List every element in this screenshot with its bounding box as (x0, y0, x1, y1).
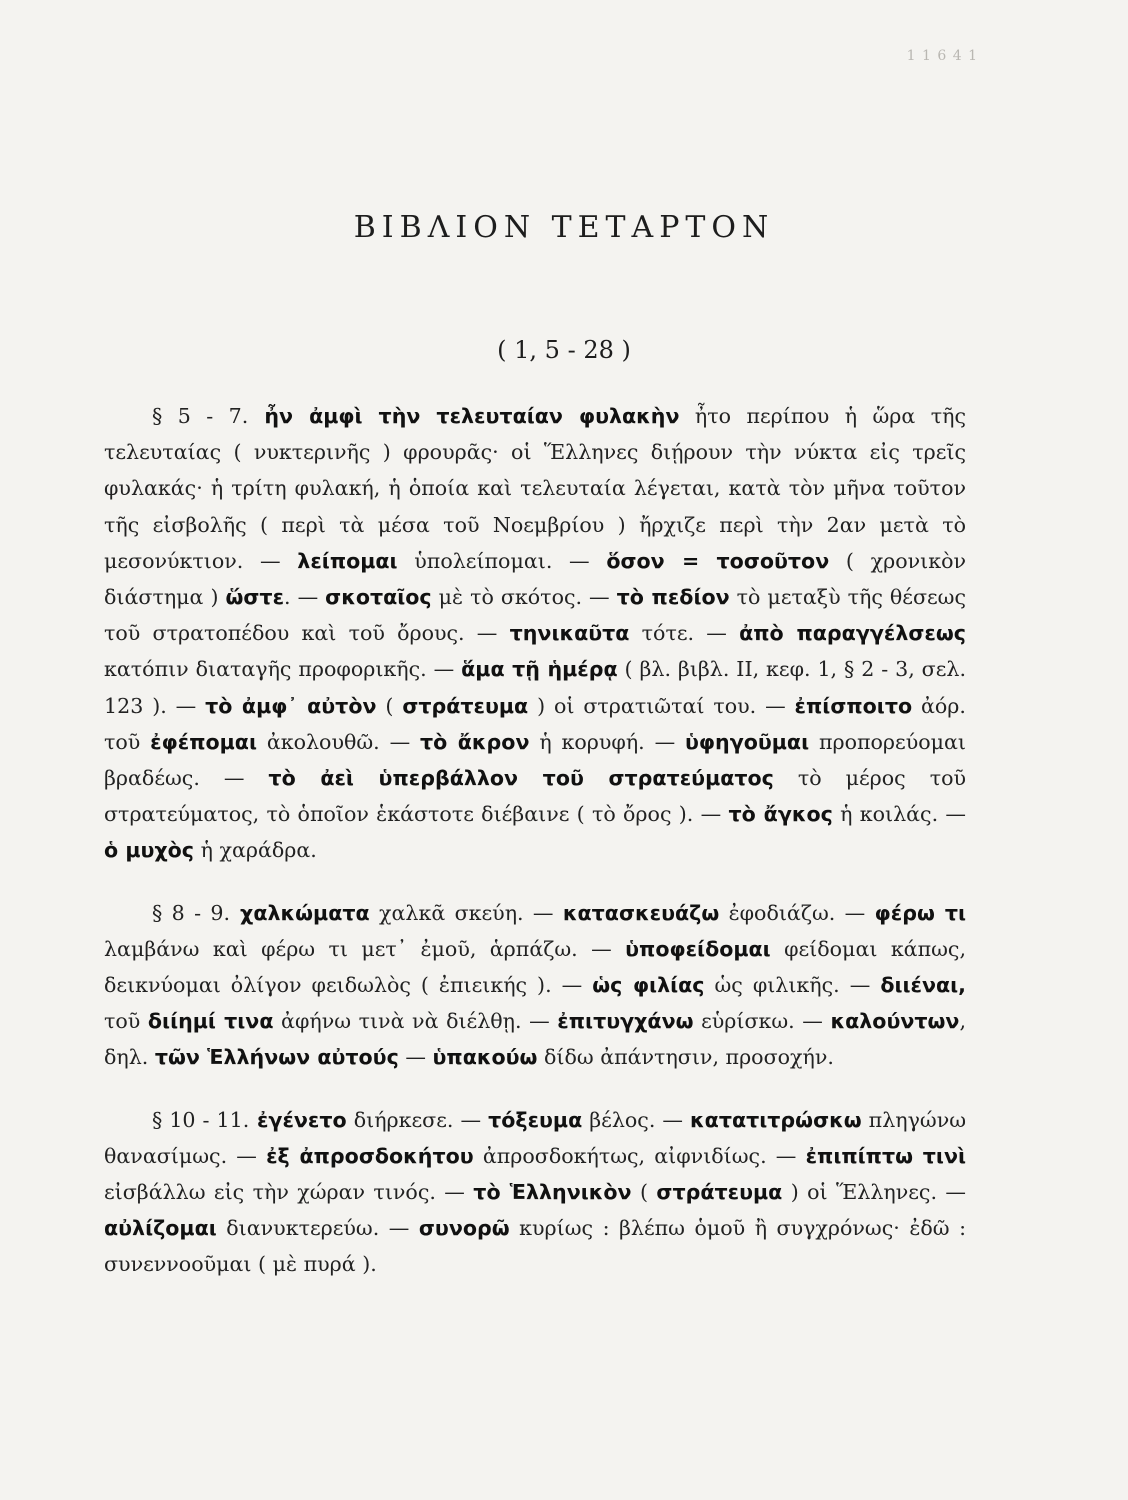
glossed-term: ὥστε (225, 585, 285, 610)
glossed-term: τὸ Ἑλληνικὸν (473, 1180, 632, 1205)
gloss-text: τοῦ (104, 1009, 148, 1034)
gloss-text: ) οἱ Ἕλληνες. — (782, 1180, 967, 1205)
glossed-term: στράτευμα (402, 693, 529, 718)
gloss-text: τὸ μέρος τοῦ στρατεύματος, τὸ ὁποῖον ἑκάστοτε διέβαινε ( τὸ ὄρος ). — (104, 766, 967, 827)
glossed-term: συνορῶ (418, 1216, 510, 1241)
glossed-term: ὁ μυχὸς (104, 838, 195, 863)
glossed-term: καλούντων (830, 1009, 960, 1034)
glossed-term: διιέναι, (880, 973, 966, 998)
glossed-term: χαλκώματα (230, 900, 370, 925)
chapter-title: ΒΙΒΛΙΟΝ ΤΕΤΑΡΤΟΝ (353, 210, 775, 245)
glossed-term: ἐπιτυγχάνω (557, 1009, 694, 1034)
gloss-text: ἦτο περίπου ἡ ὥρα τῆς τελευταίας ( νυκτερινῆς ) φρουρᾶς· οἱ Ἕλληνες διῄρουν τὴν νύκτα εἰς τρεῖς φυλακάς· ἡ τρίτη φυλακή, ἡ ὁποία καὶ τελευταία λέγεται, κατὰ τὸν μῆνα τοῦτον τῆς εἰσβολῆς ( περὶ τὰ μέσα τοῦ Νοεμβρίου ) ἤρχιζε περὶ τὴν 2αν μετὰ τὸ μεσονύκτιον. — (104, 404, 966, 573)
gloss-text: ἀκολουθῶ. — (256, 729, 421, 754)
glossed-term: κατατιτρώσκω (690, 1107, 862, 1132)
glossed-term: τὸ ἄκρον (420, 729, 530, 754)
glossed-term: ἅμα τῇ ἡμέρᾳ (461, 657, 618, 682)
gloss-text: μὲ τὸ σκότος. — (431, 585, 617, 610)
gloss-text: ὑπολείπομαι. — (397, 548, 607, 573)
gloss-text: φείδομαι κάπως, δεικνύομαι ὀλίγον φειδωλὸς ( ἐπιεικής ). — (104, 936, 967, 998)
gloss-text: — (398, 1045, 433, 1070)
gloss-text: τότε. — (629, 621, 740, 646)
gloss-text: ἀόρ. τοῦ (104, 693, 966, 754)
section-reference: § 8 - 9. (152, 900, 231, 925)
gloss-text: δίδω ἀπάντησιν, προσοχήν. (537, 1045, 834, 1070)
gloss-text: λαμβάνω καὶ φέρω τι μετ᾽ ἐμοῦ, ἁρπάζω. — (104, 936, 626, 961)
glossed-term: τὸ ἀμφ᾽ αὐτὸν (205, 693, 377, 718)
gloss-text: τὸ μεταξὺ τῆς θέσεως τοῦ στρατοπέδου καὶ τοῦ ὄρους. — (104, 585, 967, 646)
gloss-text: ( χρονικὸν διάστημα ) (104, 548, 966, 610)
commentary-body (104, 398, 966, 1283)
gloss-text: βέλος. — (582, 1107, 691, 1132)
glossed-term: λείπομαι (297, 548, 398, 573)
gloss-text: ( βλ. βιβλ. II, κεφ. 1, § 2 - 3, σελ. 123 ). — (104, 657, 966, 718)
gloss-text: διήρκεσε. — (346, 1107, 489, 1132)
glossed-term: τόξευμα (488, 1107, 583, 1132)
glossed-term: ἐξ ἀπροσδοκήτου (266, 1143, 474, 1168)
gloss-text: ) οἱ στρατιῶταί του. — (528, 693, 795, 718)
page-number: 1 1 6 4 1 (906, 48, 978, 64)
section-reference: § 5 - 7. (152, 404, 249, 428)
glossed-term: ἐπίσποιτο (794, 693, 913, 718)
glossed-term: ἀπὸ παραγγέλσεως (739, 621, 966, 646)
glossed-term: ὅσον = τοσοῦτον (606, 548, 830, 573)
gloss-text: ἡ χαράδρα. (194, 838, 317, 863)
section-reference: § 10 - 11. (152, 1107, 250, 1132)
glossed-term: ἐπιπίπτω τινὶ (805, 1143, 967, 1168)
glossed-term: σκοταῖος (325, 585, 432, 610)
glossed-term: στράτευμα (656, 1180, 783, 1205)
glossed-term: ὑφηγοῦμαι (685, 729, 810, 754)
glossed-term: τὸ ἄγκος (728, 802, 833, 827)
glossed-term: τηνικαῦτα (509, 621, 630, 646)
gloss-text: ( (376, 693, 403, 718)
gloss-text: χαλκᾶ σκεύη. — (369, 900, 563, 925)
glossed-term: φέρω τι (874, 900, 966, 925)
glossed-term: τὸ πεδίον (616, 585, 730, 610)
gloss-text: ( (631, 1180, 657, 1205)
gloss-text: ἡ κορυφή. — (529, 729, 686, 754)
glossed-term: ἐφέπομαι (150, 729, 257, 754)
section-paragraph (104, 1102, 966, 1283)
chapter-range: ( 1, 5 - 28 ) (497, 336, 631, 364)
gloss-text: πληγώνω θανασίμως. — (104, 1107, 967, 1168)
glossed-term: ἦν ἀμφὶ τὴν τελευταίαν φυλακὴν (248, 404, 680, 428)
glossed-term: ὑποφείδομαι (625, 936, 771, 961)
gloss-text: ἀφήνω τινὰ νὰ διέλθῃ. — (273, 1009, 558, 1034)
gloss-text: ἡ κοιλάς. — (832, 802, 966, 827)
glossed-term: κατασκευάζω (562, 900, 720, 925)
gloss-text: εὑρίσκω. — (693, 1009, 831, 1034)
gloss-text: ὡς φιλικῆς. — (704, 973, 881, 998)
gloss-text: διανυκτερεύω. — (216, 1216, 419, 1241)
gloss-text: ἐφοδιάζω. — (719, 900, 875, 925)
gloss-text: , δηλ. (104, 1009, 966, 1070)
gloss-text: ἀπροσδοκήτως, αἰφνιδίως. — (473, 1143, 806, 1168)
glossed-term: ἐγένετο (249, 1107, 347, 1132)
gloss-text: κατόπιν διαταγῆς προφορικῆς. — (104, 657, 462, 682)
gloss-text: προπορεύομαι βραδέως. — (104, 729, 966, 791)
section-paragraph (104, 895, 966, 1076)
glossed-term: ὑπακούω (432, 1045, 538, 1070)
section-paragraph (104, 398, 966, 869)
gloss-text: . — (284, 585, 326, 610)
gloss-text: κυρίως : βλέπω ὁμοῦ ἢ συγχρόνως· ἐδῶ : συνεννοοῦμαι ( μὲ πυρά ). (104, 1216, 967, 1277)
glossed-term: τῶν Ἑλλήνων αὐτούς (154, 1045, 399, 1070)
gloss-text: εἰσβάλλω εἰς τὴν χώραν τινός. — (104, 1180, 474, 1205)
glossed-term: αὐλίζομαι (104, 1216, 217, 1241)
glossed-term: ὡς φιλίας (592, 973, 705, 998)
glossed-term: τὸ ἀεὶ ὑπερβάλλον τοῦ στρατεύματος (268, 766, 774, 791)
glossed-term: διίημί τινα (147, 1009, 274, 1034)
